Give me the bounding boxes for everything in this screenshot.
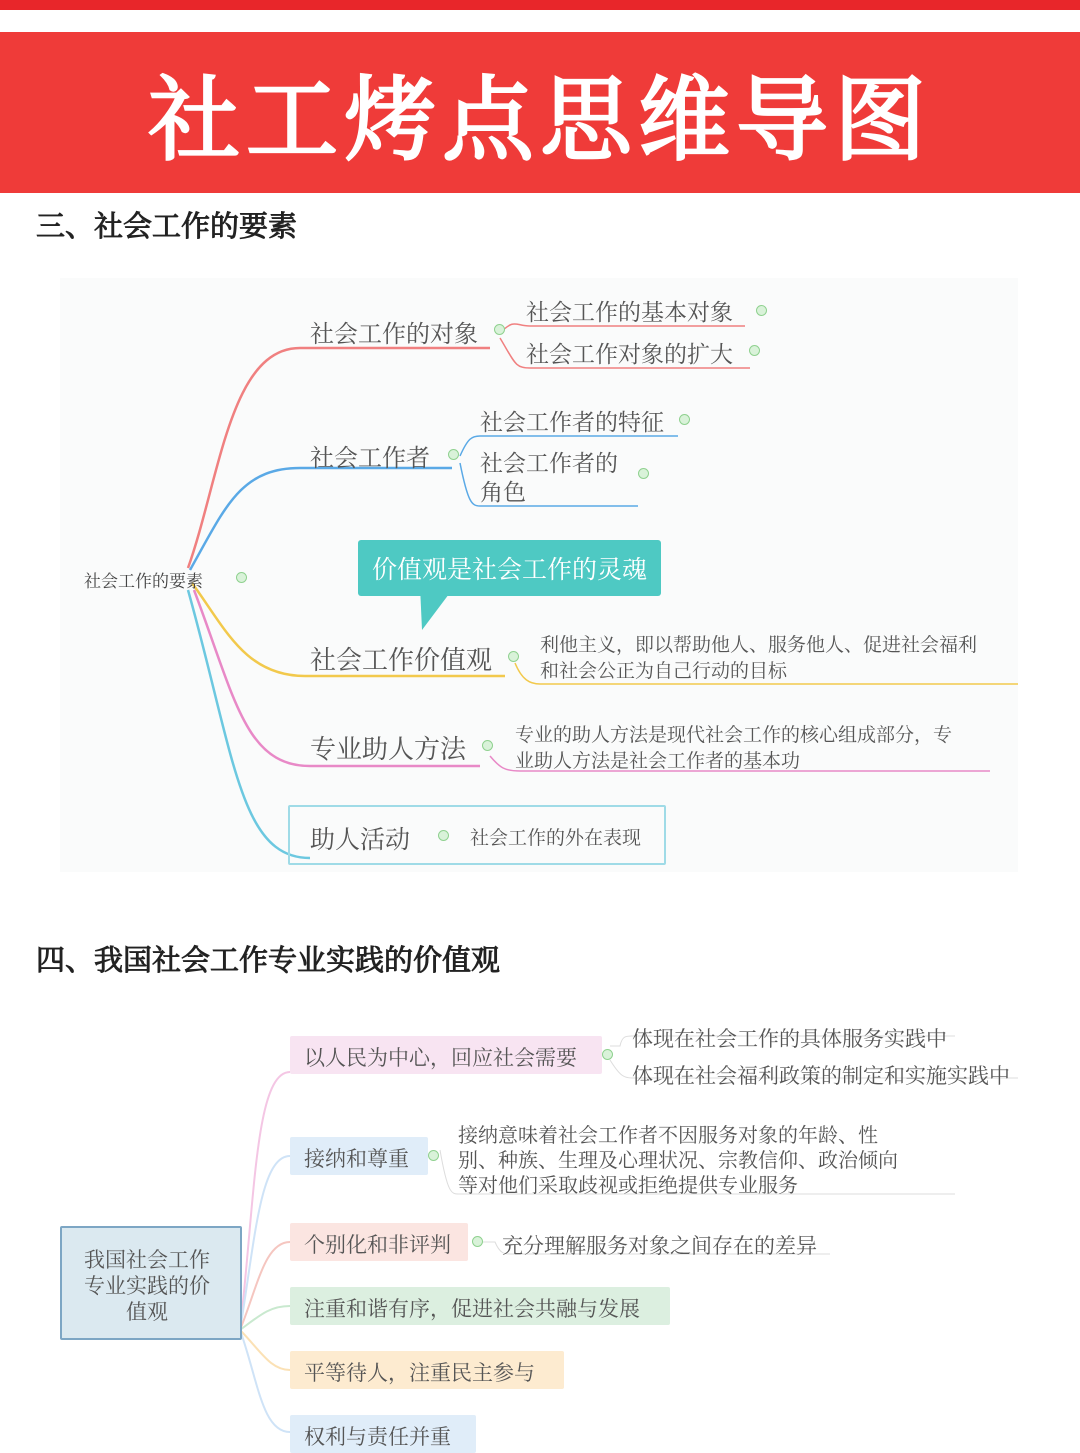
branch-methods: 专业助人方法 — [310, 735, 467, 765]
values-desc-line-1: 利他主义，即以帮助他人、服务他人、促进社会福利 — [540, 634, 978, 656]
acceptance-desc-2: 别、种族、生理及心理状况、宗教信仰、政治倾向 — [458, 1148, 898, 1172]
collapse-toggle-icon[interactable] — [494, 324, 505, 335]
section-4-title: 四、我国社会工作专业实践的价值观 — [36, 943, 501, 977]
mindmap-elements — [60, 278, 1018, 872]
title-banner — [0, 32, 1080, 193]
root-line-3: 值观 — [126, 1300, 168, 1324]
callout-values-soul: 价值观是社会工作的灵魂 — [358, 540, 661, 596]
methods-desc-line-1: 专业的助人方法是现代社会工作的核心组成部分，专 — [515, 724, 953, 746]
node-worker-role-1: 社会工作者的 — [480, 451, 618, 477]
collapse-toggle-icon[interactable] — [472, 1236, 483, 1247]
node-service-practice: 体现在社会工作的具体服务实践中 — [632, 1027, 947, 1051]
collapse-toggle-icon[interactable] — [438, 830, 449, 841]
collapse-toggle-icon[interactable] — [756, 305, 767, 316]
collapse-toggle-icon[interactable] — [638, 468, 649, 479]
section-3-title: 三、社会工作的要素 — [36, 209, 298, 243]
methods-desc-line-2: 业助人方法是社会工作者的基本功 — [515, 750, 801, 772]
individualization-desc: 充分理解服务对象之间存在的差异 — [502, 1234, 817, 1258]
help-activity-desc: 社会工作的外在表现 — [470, 827, 642, 849]
mindmap-values — [0, 1000, 1080, 1449]
node-rights-duties: 权利与责任并重 — [304, 1425, 451, 1449]
collapse-toggle-icon[interactable] — [602, 1049, 613, 1060]
collapse-toggle-icon[interactable] — [448, 449, 459, 460]
node-worker-role-2: 角色 — [480, 480, 526, 506]
root-line-1: 我国社会工作 — [84, 1248, 210, 1272]
banner-title: 社工烤点思维导图 — [147, 66, 932, 174]
acceptance-desc-1: 接纳意味着社会工作者不因服务对象的年龄、性 — [458, 1123, 878, 1147]
branch-values: 社会工作价值观 — [310, 646, 493, 676]
node-harmony: 注重和谐有序，促进社会共融与发展 — [304, 1297, 640, 1321]
node-basic-objects: 社会工作的基本对象 — [526, 300, 733, 326]
node-objects-expansion: 社会工作对象的扩大 — [526, 342, 733, 368]
node-acceptance: 接纳和尊重 — [304, 1147, 409, 1171]
root-line-2: 专业实践的价 — [84, 1274, 210, 1298]
node-people-centered: 以人民为中心，回应社会需要 — [304, 1046, 577, 1070]
collapse-toggle-icon[interactable] — [749, 345, 760, 356]
collapse-toggle-icon[interactable] — [508, 651, 519, 662]
node-worker-traits: 社会工作者的特征 — [480, 410, 664, 436]
top-red-line — [0, 0, 1080, 10]
collapse-toggle-icon[interactable] — [482, 740, 493, 751]
collapse-toggle-icon[interactable] — [236, 572, 247, 583]
node-equality: 平等待人，注重民主参与 — [304, 1361, 535, 1385]
node-individualization: 个别化和非评判 — [304, 1233, 451, 1257]
branch-social-worker: 社会工作者 — [310, 444, 430, 472]
node-welfare-policy: 体现在社会福利政策的制定和实施实践中 — [632, 1064, 1010, 1088]
branch-help-activity: 助人活动 — [310, 825, 411, 854]
collapse-toggle-icon[interactable] — [679, 414, 690, 425]
collapse-toggle-icon[interactable] — [428, 1150, 439, 1161]
acceptance-desc-3: 等对他们采取歧视或拒绝提供专业服务 — [458, 1173, 798, 1197]
branch-objects: 社会工作的对象 — [310, 320, 478, 348]
values-desc-line-2: 和社会公正为自己行动的目标 — [540, 660, 788, 682]
root-node: 社会工作的要素 — [84, 572, 203, 592]
